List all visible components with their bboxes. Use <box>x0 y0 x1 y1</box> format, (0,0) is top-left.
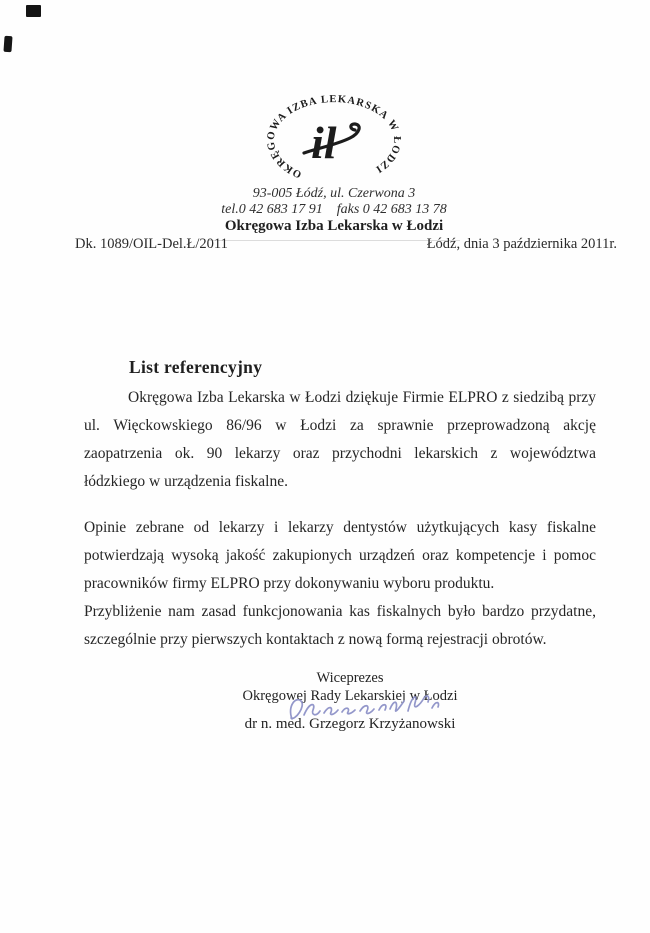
body-line: Przybliżenie nam zasad funkcjonowania kas fiskalnych było bardzo przydatne, <box>84 603 596 620</box>
letterhead-phone-fax <box>9 202 650 217</box>
paragraph-3 <box>84 598 596 654</box>
letterhead-org-name: Okręgowa Izba Lekarska w Łodzi <box>224 218 444 234</box>
paragraph-2 <box>84 514 596 598</box>
body-line: zaopatrzenia ok. 90 lekarzy oraz przychodni lekarskich z województwa <box>84 445 596 462</box>
signatory-name: dr n. med. Grzegorz Krzyżanowski <box>244 716 456 732</box>
signature-block <box>200 669 500 733</box>
scan-artifact <box>3 36 12 53</box>
signatory-role: Wiceprezes <box>316 670 384 686</box>
handwritten-signature <box>282 692 450 728</box>
signatory-org: Okręgowej Rady Lekarskiej w Łodzi <box>242 688 458 704</box>
paragraph-1 <box>84 384 596 496</box>
oil-seal-stamp <box>264 92 404 187</box>
body-line: potwierdzają wysoką jakość zakupionych urządzeń oraz kompetencje i pomoc <box>84 547 596 564</box>
date-line: Łódź, dnia 3 października 2011r. <box>426 236 617 252</box>
seal-monogram: il <box>311 117 337 168</box>
letter-body <box>84 384 596 654</box>
body-line: łódzkiego w urządzenia fiskalne. <box>84 473 288 490</box>
body-line: ul. Więckowskiego 86/96 w Łodzi za sprawnie przeprowadzoną akcję <box>84 417 596 434</box>
letterhead-address: 93-005 Łódź, ul. Czerwona 3 <box>252 186 416 201</box>
body-line: szczególnie przy pierwszych kontaktach z nową formą rejestracji obrotów. <box>84 631 547 648</box>
letterhead-block <box>9 186 650 241</box>
scan-artifact <box>26 5 41 17</box>
phone-number: tel.0 42 683 17 91 <box>221 202 323 217</box>
fax-number: faks 0 42 683 13 78 <box>336 202 447 217</box>
letter-title: List referencyjny <box>129 357 263 377</box>
body-line: pracowników firmy ELPRO przy dokonywaniu wyboru produktu. <box>84 575 495 592</box>
reference-date-row <box>75 236 617 253</box>
seal-ring-text: OKRĘGOWA IZBA LEKARSKA W ŁODZI <box>265 94 403 180</box>
body-line: Okręgowa Izba Lekarska w Łodzi dziękuje Firmie ELPRO z siedzibą przy <box>128 389 596 406</box>
reference-number: Dk. 1089/OIL-Del.Ł/2011 <box>75 236 228 252</box>
body-line: Opinie zebrane od lekarzy i lekarzy dentystów użytkujących kasy fiskalne <box>84 519 596 536</box>
